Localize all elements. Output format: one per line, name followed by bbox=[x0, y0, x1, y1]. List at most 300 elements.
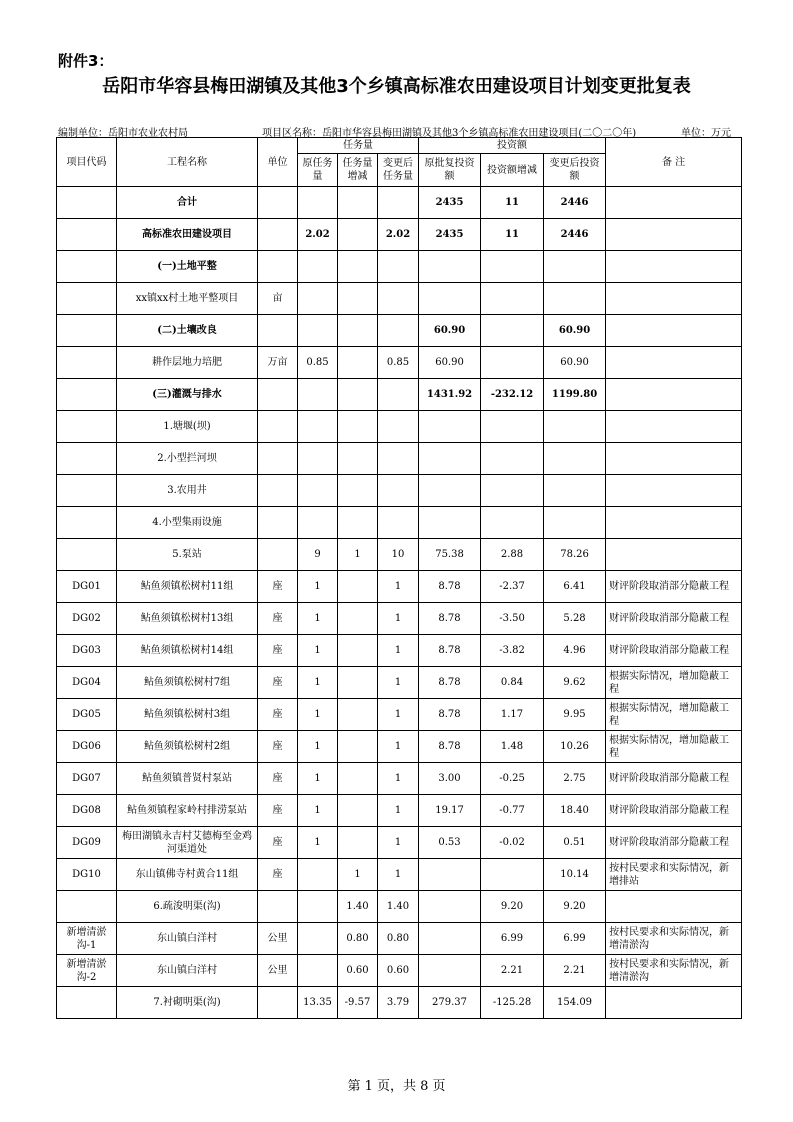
cell-invest-orig: 60.90 bbox=[419, 347, 481, 379]
cell-invest-after: 6.99 bbox=[544, 923, 606, 955]
header-invest-delta: 投资额增减 bbox=[481, 154, 544, 187]
cell-invest-after: 154.09 bbox=[544, 987, 606, 1019]
cell-task-orig bbox=[298, 315, 338, 347]
table-row bbox=[57, 699, 742, 731]
cell-unit: 座 bbox=[258, 763, 298, 795]
cell-task-orig bbox=[298, 379, 338, 411]
cell-remark bbox=[606, 539, 742, 571]
cell-unit: 座 bbox=[258, 699, 298, 731]
cell-unit bbox=[258, 411, 298, 443]
cell-invest-after: 2446 bbox=[544, 219, 606, 251]
cell-unit: 亩 bbox=[258, 283, 298, 315]
cell-invest-after: 60.90 bbox=[544, 315, 606, 347]
cell-task-after bbox=[378, 283, 419, 315]
cell-task-orig bbox=[298, 475, 338, 507]
cell-invest-delta: -0.25 bbox=[481, 763, 544, 795]
cell-unit bbox=[258, 379, 298, 411]
cell-invest-delta: 2.21 bbox=[481, 955, 544, 987]
cell-name: 7.衬砌明渠(沟) bbox=[117, 987, 258, 1019]
cell-invest-orig bbox=[419, 443, 481, 475]
cell-unit: 座 bbox=[258, 667, 298, 699]
cell-invest-delta: 9.20 bbox=[481, 891, 544, 923]
cell-code bbox=[57, 219, 117, 251]
cell-task-delta bbox=[338, 571, 378, 603]
cell-task-orig bbox=[298, 955, 338, 987]
cell-code bbox=[57, 347, 117, 379]
cell-task-after bbox=[378, 187, 419, 219]
cell-code bbox=[57, 251, 117, 283]
cell-invest-delta: 0.84 bbox=[481, 667, 544, 699]
cell-name: 2.小型拦河坝 bbox=[117, 443, 258, 475]
cell-name: 鲇鱼须镇松树村14组 bbox=[117, 635, 258, 667]
header-code: 项目代码 bbox=[57, 138, 117, 187]
cell-task-delta bbox=[338, 763, 378, 795]
cell-task-delta: 0.80 bbox=[338, 923, 378, 955]
cell-code bbox=[57, 379, 117, 411]
cell-task-delta bbox=[338, 507, 378, 539]
attachment-label: 附件3： bbox=[58, 52, 114, 70]
cell-invest-delta: -0.77 bbox=[481, 795, 544, 827]
table-row bbox=[57, 443, 742, 475]
cell-invest-delta: -0.02 bbox=[481, 827, 544, 859]
cell-task-delta bbox=[338, 699, 378, 731]
table-row bbox=[57, 283, 742, 315]
cell-invest-after bbox=[544, 507, 606, 539]
cell-invest-orig: 60.90 bbox=[419, 315, 481, 347]
cell-code: DG04 bbox=[57, 667, 117, 699]
cell-name: 合计 bbox=[117, 187, 258, 219]
table-row bbox=[57, 731, 742, 763]
cell-task-orig bbox=[298, 443, 338, 475]
cell-task-orig: 2.02 bbox=[298, 219, 338, 251]
header-unit: 单位 bbox=[258, 138, 298, 187]
table-row bbox=[57, 507, 742, 539]
cell-name: 3.农用井 bbox=[117, 475, 258, 507]
cell-name: 鲇鱼须镇松树村3组 bbox=[117, 699, 258, 731]
table-row bbox=[57, 987, 742, 1019]
table-row bbox=[57, 667, 742, 699]
cell-code: DG01 bbox=[57, 571, 117, 603]
cell-invest-orig bbox=[419, 955, 481, 987]
cell-invest-delta: 1.17 bbox=[481, 699, 544, 731]
cell-remark bbox=[606, 475, 742, 507]
cell-invest-delta: -232.12 bbox=[481, 379, 544, 411]
table-row bbox=[57, 347, 742, 379]
cell-task-orig bbox=[298, 507, 338, 539]
cell-task-orig bbox=[298, 283, 338, 315]
table-row bbox=[57, 635, 742, 667]
cell-invest-orig: 8.78 bbox=[419, 603, 481, 635]
cell-task-delta bbox=[338, 411, 378, 443]
cell-name: 东山镇佛寺村黄合11组 bbox=[117, 859, 258, 891]
cell-invest-orig: 8.78 bbox=[419, 731, 481, 763]
cell-invest-after: 4.96 bbox=[544, 635, 606, 667]
cell-code bbox=[57, 475, 117, 507]
table-row bbox=[57, 539, 742, 571]
cell-name: 鲇鱼须镇松树村11组 bbox=[117, 571, 258, 603]
table-row bbox=[57, 411, 742, 443]
cell-task-delta: 1 bbox=[338, 539, 378, 571]
cell-task-orig: 1 bbox=[298, 795, 338, 827]
cell-remark bbox=[606, 219, 742, 251]
cell-task-after bbox=[378, 315, 419, 347]
cell-task-after: 10 bbox=[378, 539, 419, 571]
cell-name: 4.小型集雨设施 bbox=[117, 507, 258, 539]
cell-invest-orig: 1431.92 bbox=[419, 379, 481, 411]
cell-remark bbox=[606, 379, 742, 411]
cell-task-after bbox=[378, 251, 419, 283]
cell-task-delta bbox=[338, 795, 378, 827]
cell-remark bbox=[606, 891, 742, 923]
header-invest-after: 变更后投资额 bbox=[544, 154, 606, 187]
header-task-orig: 原任务量 bbox=[298, 154, 338, 187]
cell-task-orig bbox=[298, 411, 338, 443]
cell-invest-after: 2.21 bbox=[544, 955, 606, 987]
cell-unit bbox=[258, 187, 298, 219]
cell-task-after: 1.40 bbox=[378, 891, 419, 923]
cell-invest-orig: 2435 bbox=[419, 219, 481, 251]
cell-invest-delta: -2.37 bbox=[481, 571, 544, 603]
cell-task-orig: 1 bbox=[298, 571, 338, 603]
cell-task-delta bbox=[338, 315, 378, 347]
cell-name: 鲇鱼须镇普贤村泵站 bbox=[117, 763, 258, 795]
cell-invest-orig: 8.78 bbox=[419, 667, 481, 699]
cell-invest-delta: 1.48 bbox=[481, 731, 544, 763]
cell-name: 东山镇白洋村 bbox=[117, 955, 258, 987]
cell-task-after: 0.85 bbox=[378, 347, 419, 379]
cell-code: DG08 bbox=[57, 795, 117, 827]
cell-invest-after bbox=[544, 475, 606, 507]
cell-invest-delta bbox=[481, 283, 544, 315]
cell-invest-delta: -3.82 bbox=[481, 635, 544, 667]
cell-unit bbox=[258, 475, 298, 507]
cell-task-after: 1 bbox=[378, 795, 419, 827]
cell-task-delta bbox=[338, 251, 378, 283]
page-title: 岳阳市华容县梅田湖镇及其他3个乡镇高标准农田建设项目计划变更批复表 bbox=[102, 76, 691, 97]
cell-invest-orig bbox=[419, 891, 481, 923]
cell-invest-after: 5.28 bbox=[544, 603, 606, 635]
cell-name: (三)灌溉与排水 bbox=[117, 379, 258, 411]
cell-task-after bbox=[378, 507, 419, 539]
cell-task-after: 1 bbox=[378, 731, 419, 763]
cell-task-orig bbox=[298, 859, 338, 891]
cell-task-orig: 1 bbox=[298, 603, 338, 635]
cell-name: 耕作层地力培肥 bbox=[117, 347, 258, 379]
cell-invest-orig: 8.78 bbox=[419, 635, 481, 667]
cell-invest-delta bbox=[481, 443, 544, 475]
cell-remark: 财评阶段取消部分隐蔽工程 bbox=[606, 603, 742, 635]
cell-unit: 万亩 bbox=[258, 347, 298, 379]
cell-code bbox=[57, 507, 117, 539]
cell-invest-delta bbox=[481, 347, 544, 379]
cell-code: DG02 bbox=[57, 603, 117, 635]
cell-task-after bbox=[378, 475, 419, 507]
cell-remark: 按村民要求和实际情况，新增清淤沟 bbox=[606, 955, 742, 987]
cell-invest-delta: 2.88 bbox=[481, 539, 544, 571]
cell-invest-after: 10.14 bbox=[544, 859, 606, 891]
cell-invest-after: 60.90 bbox=[544, 347, 606, 379]
table-row bbox=[57, 603, 742, 635]
cell-invest-delta bbox=[481, 315, 544, 347]
cell-remark: 按村民要求和实际情况，新增排站 bbox=[606, 859, 742, 891]
cell-remark: 财评阶段取消部分隐蔽工程 bbox=[606, 571, 742, 603]
cell-invest-after: 10.26 bbox=[544, 731, 606, 763]
cell-invest-delta: 11 bbox=[481, 187, 544, 219]
cell-task-after: 1 bbox=[378, 571, 419, 603]
cell-invest-orig: 2435 bbox=[419, 187, 481, 219]
cell-task-orig: 1 bbox=[298, 731, 338, 763]
table-row bbox=[57, 955, 742, 987]
cell-task-delta: 1.40 bbox=[338, 891, 378, 923]
cell-task-delta: -9.57 bbox=[338, 987, 378, 1019]
cell-task-orig: 13.35 bbox=[298, 987, 338, 1019]
cell-task-after: 1 bbox=[378, 763, 419, 795]
cell-unit bbox=[258, 219, 298, 251]
cell-task-after: 0.80 bbox=[378, 923, 419, 955]
cell-remark bbox=[606, 507, 742, 539]
header-task-delta: 任务量增减 bbox=[338, 154, 378, 187]
cell-remark bbox=[606, 187, 742, 219]
cell-invest-after: 9.95 bbox=[544, 699, 606, 731]
cell-invest-delta: 6.99 bbox=[481, 923, 544, 955]
cell-code: DG09 bbox=[57, 827, 117, 859]
cell-remark bbox=[606, 347, 742, 379]
cell-invest-after: 9.20 bbox=[544, 891, 606, 923]
header-task: 任务量 bbox=[298, 138, 419, 154]
cell-task-delta bbox=[338, 475, 378, 507]
cell-task-delta bbox=[338, 187, 378, 219]
cell-invest-after: 1199.80 bbox=[544, 379, 606, 411]
cell-remark: 按村民要求和实际情况，新增清淤沟 bbox=[606, 923, 742, 955]
cell-remark: 财评阶段取消部分隐蔽工程 bbox=[606, 827, 742, 859]
cell-unit: 座 bbox=[258, 795, 298, 827]
cell-code bbox=[57, 187, 117, 219]
cell-task-after: 2.02 bbox=[378, 219, 419, 251]
cell-task-delta bbox=[338, 283, 378, 315]
cell-invest-orig: 75.38 bbox=[419, 539, 481, 571]
cell-task-delta bbox=[338, 219, 378, 251]
cell-invest-after bbox=[544, 251, 606, 283]
cell-code bbox=[57, 539, 117, 571]
cell-task-after: 1 bbox=[378, 859, 419, 891]
cell-unit: 公里 bbox=[258, 955, 298, 987]
cell-unit: 座 bbox=[258, 635, 298, 667]
cell-invest-orig: 3.00 bbox=[419, 763, 481, 795]
cell-code bbox=[57, 283, 117, 315]
cell-task-delta bbox=[338, 667, 378, 699]
table-row bbox=[57, 187, 742, 219]
cell-unit bbox=[258, 539, 298, 571]
cell-task-delta: 0.60 bbox=[338, 955, 378, 987]
cell-task-after: 3.79 bbox=[378, 987, 419, 1019]
cell-code: 新增清淤沟-2 bbox=[57, 955, 117, 987]
cell-unit: 座 bbox=[258, 859, 298, 891]
header-name: 工程名称 bbox=[117, 138, 258, 187]
cell-code: DG05 bbox=[57, 699, 117, 731]
cell-unit bbox=[258, 891, 298, 923]
cell-code bbox=[57, 891, 117, 923]
cell-task-after: 1 bbox=[378, 603, 419, 635]
cell-invest-orig: 19.17 bbox=[419, 795, 481, 827]
cell-invest-orig bbox=[419, 507, 481, 539]
cell-task-orig: 1 bbox=[298, 635, 338, 667]
cell-invest-delta bbox=[481, 859, 544, 891]
cell-code bbox=[57, 987, 117, 1019]
cell-invest-after: 9.62 bbox=[544, 667, 606, 699]
cell-unit bbox=[258, 443, 298, 475]
cell-unit: 座 bbox=[258, 603, 298, 635]
cell-invest-after: 78.26 bbox=[544, 539, 606, 571]
cell-remark bbox=[606, 987, 742, 1019]
compiling-unit: 编制单位：岳阳市农业农村局 bbox=[58, 128, 188, 139]
cell-name: 鲇鱼须镇松树村13组 bbox=[117, 603, 258, 635]
cell-task-orig: 1 bbox=[298, 667, 338, 699]
cell-remark: 财评阶段取消部分隐蔽工程 bbox=[606, 763, 742, 795]
cell-remark: 财评阶段取消部分隐蔽工程 bbox=[606, 795, 742, 827]
table-row bbox=[57, 379, 742, 411]
cell-unit: 座 bbox=[258, 571, 298, 603]
cell-name: 1.塘堰(坝) bbox=[117, 411, 258, 443]
cell-invest-after: 2.75 bbox=[544, 763, 606, 795]
cell-task-delta bbox=[338, 603, 378, 635]
cell-task-orig bbox=[298, 251, 338, 283]
cell-task-orig bbox=[298, 187, 338, 219]
cell-invest-delta bbox=[481, 411, 544, 443]
table-row bbox=[57, 763, 742, 795]
cell-remark bbox=[606, 443, 742, 475]
page-footer: 第 1 页，共 8 页 bbox=[347, 1079, 446, 1094]
cell-invest-delta bbox=[481, 251, 544, 283]
table-row bbox=[57, 795, 742, 827]
cell-name: 高标准农田建设项目 bbox=[117, 219, 258, 251]
cell-task-after: 1 bbox=[378, 699, 419, 731]
cell-invest-after: 18.40 bbox=[544, 795, 606, 827]
cell-task-orig: 1 bbox=[298, 763, 338, 795]
cell-unit bbox=[258, 987, 298, 1019]
cell-task-after bbox=[378, 443, 419, 475]
table-row bbox=[57, 827, 742, 859]
cell-name: (二)土壤改良 bbox=[117, 315, 258, 347]
cell-invest-after bbox=[544, 411, 606, 443]
cell-invest-orig bbox=[419, 411, 481, 443]
cell-task-delta bbox=[338, 443, 378, 475]
cell-invest-orig bbox=[419, 251, 481, 283]
cell-task-after: 0.60 bbox=[378, 955, 419, 987]
header-invest-orig: 原批复投资额 bbox=[419, 154, 481, 187]
cell-unit: 公里 bbox=[258, 923, 298, 955]
table-row bbox=[57, 571, 742, 603]
cell-task-after: 1 bbox=[378, 667, 419, 699]
cell-invest-after bbox=[544, 443, 606, 475]
cell-code bbox=[57, 411, 117, 443]
table-row bbox=[57, 475, 742, 507]
cell-invest-delta: -125.28 bbox=[481, 987, 544, 1019]
cell-invest-orig: 8.78 bbox=[419, 699, 481, 731]
cell-task-after: 1 bbox=[378, 827, 419, 859]
cell-name: 6.疏浚明渠(沟) bbox=[117, 891, 258, 923]
cell-invest-delta bbox=[481, 507, 544, 539]
cell-task-orig: 9 bbox=[298, 539, 338, 571]
cell-code bbox=[57, 315, 117, 347]
cell-task-delta bbox=[338, 379, 378, 411]
header-invest: 投资额 bbox=[419, 138, 606, 154]
cell-task-delta bbox=[338, 347, 378, 379]
cell-task-orig: 1 bbox=[298, 827, 338, 859]
cell-invest-orig bbox=[419, 475, 481, 507]
cell-remark bbox=[606, 411, 742, 443]
approval-table bbox=[56, 137, 742, 1019]
cell-name: 鲇鱼须镇松树村2组 bbox=[117, 731, 258, 763]
cell-unit: 座 bbox=[258, 731, 298, 763]
cell-remark bbox=[606, 283, 742, 315]
cell-task-orig: 1 bbox=[298, 699, 338, 731]
header-remark: 备 注 bbox=[606, 138, 742, 187]
cell-unit bbox=[258, 507, 298, 539]
cell-invest-after: 2446 bbox=[544, 187, 606, 219]
cell-unit: 座 bbox=[258, 827, 298, 859]
table-row bbox=[57, 251, 742, 283]
cell-code bbox=[57, 443, 117, 475]
cell-unit bbox=[258, 251, 298, 283]
cell-code: DG10 bbox=[57, 859, 117, 891]
table-row bbox=[57, 315, 742, 347]
cell-name: (一)土地平整 bbox=[117, 251, 258, 283]
cell-remark: 根据实际情况，增加隐蔽工程 bbox=[606, 699, 742, 731]
cell-code: DG03 bbox=[57, 635, 117, 667]
cell-name: 鲇鱼须镇松树村7组 bbox=[117, 667, 258, 699]
cell-invest-orig bbox=[419, 923, 481, 955]
cell-name: 梅田湖镇永吉村艾德梅至金鸡河渠道处 bbox=[117, 827, 258, 859]
cell-remark: 财评阶段取消部分隐蔽工程 bbox=[606, 635, 742, 667]
table-row bbox=[57, 891, 742, 923]
table-row bbox=[57, 859, 742, 891]
cell-invest-orig: 279.37 bbox=[419, 987, 481, 1019]
cell-name: 5.泵站 bbox=[117, 539, 258, 571]
header-task-after: 变更后任务量 bbox=[378, 154, 419, 187]
cell-invest-orig bbox=[419, 859, 481, 891]
cell-invest-delta bbox=[481, 475, 544, 507]
cell-unit bbox=[258, 315, 298, 347]
cell-code: DG07 bbox=[57, 763, 117, 795]
cell-invest-after: 0.51 bbox=[544, 827, 606, 859]
cell-task-delta bbox=[338, 731, 378, 763]
cell-invest-after bbox=[544, 283, 606, 315]
project-area-name: 项目区名称：岳阳市华容县梅田湖镇及其他3个乡镇高标准农田建设项目(二〇二〇年) bbox=[262, 128, 637, 139]
cell-code: DG06 bbox=[57, 731, 117, 763]
cell-task-after bbox=[378, 411, 419, 443]
cell-task-orig bbox=[298, 923, 338, 955]
cell-invest-delta: -3.50 bbox=[481, 603, 544, 635]
cell-code: 新增清淤沟-1 bbox=[57, 923, 117, 955]
currency-unit: 单位：万元 bbox=[681, 128, 731, 139]
cell-remark: 根据实际情况，增加隐蔽工程 bbox=[606, 731, 742, 763]
table-row bbox=[57, 923, 742, 955]
cell-remark bbox=[606, 315, 742, 347]
cell-invest-orig bbox=[419, 283, 481, 315]
cell-task-delta bbox=[338, 827, 378, 859]
cell-task-orig: 0.85 bbox=[298, 347, 338, 379]
cell-invest-delta: 11 bbox=[481, 219, 544, 251]
cell-name: 东山镇白洋村 bbox=[117, 923, 258, 955]
cell-task-orig bbox=[298, 891, 338, 923]
cell-remark: 根据实际情况，增加隐蔽工程 bbox=[606, 667, 742, 699]
cell-name: xx镇xx村土地平整项目 bbox=[117, 283, 258, 315]
cell-task-delta bbox=[338, 635, 378, 667]
cell-task-after bbox=[378, 379, 419, 411]
cell-name: 鲇鱼须镇程家岭村排涝泵站 bbox=[117, 795, 258, 827]
table-row bbox=[57, 219, 742, 251]
cell-invest-orig: 8.78 bbox=[419, 571, 481, 603]
